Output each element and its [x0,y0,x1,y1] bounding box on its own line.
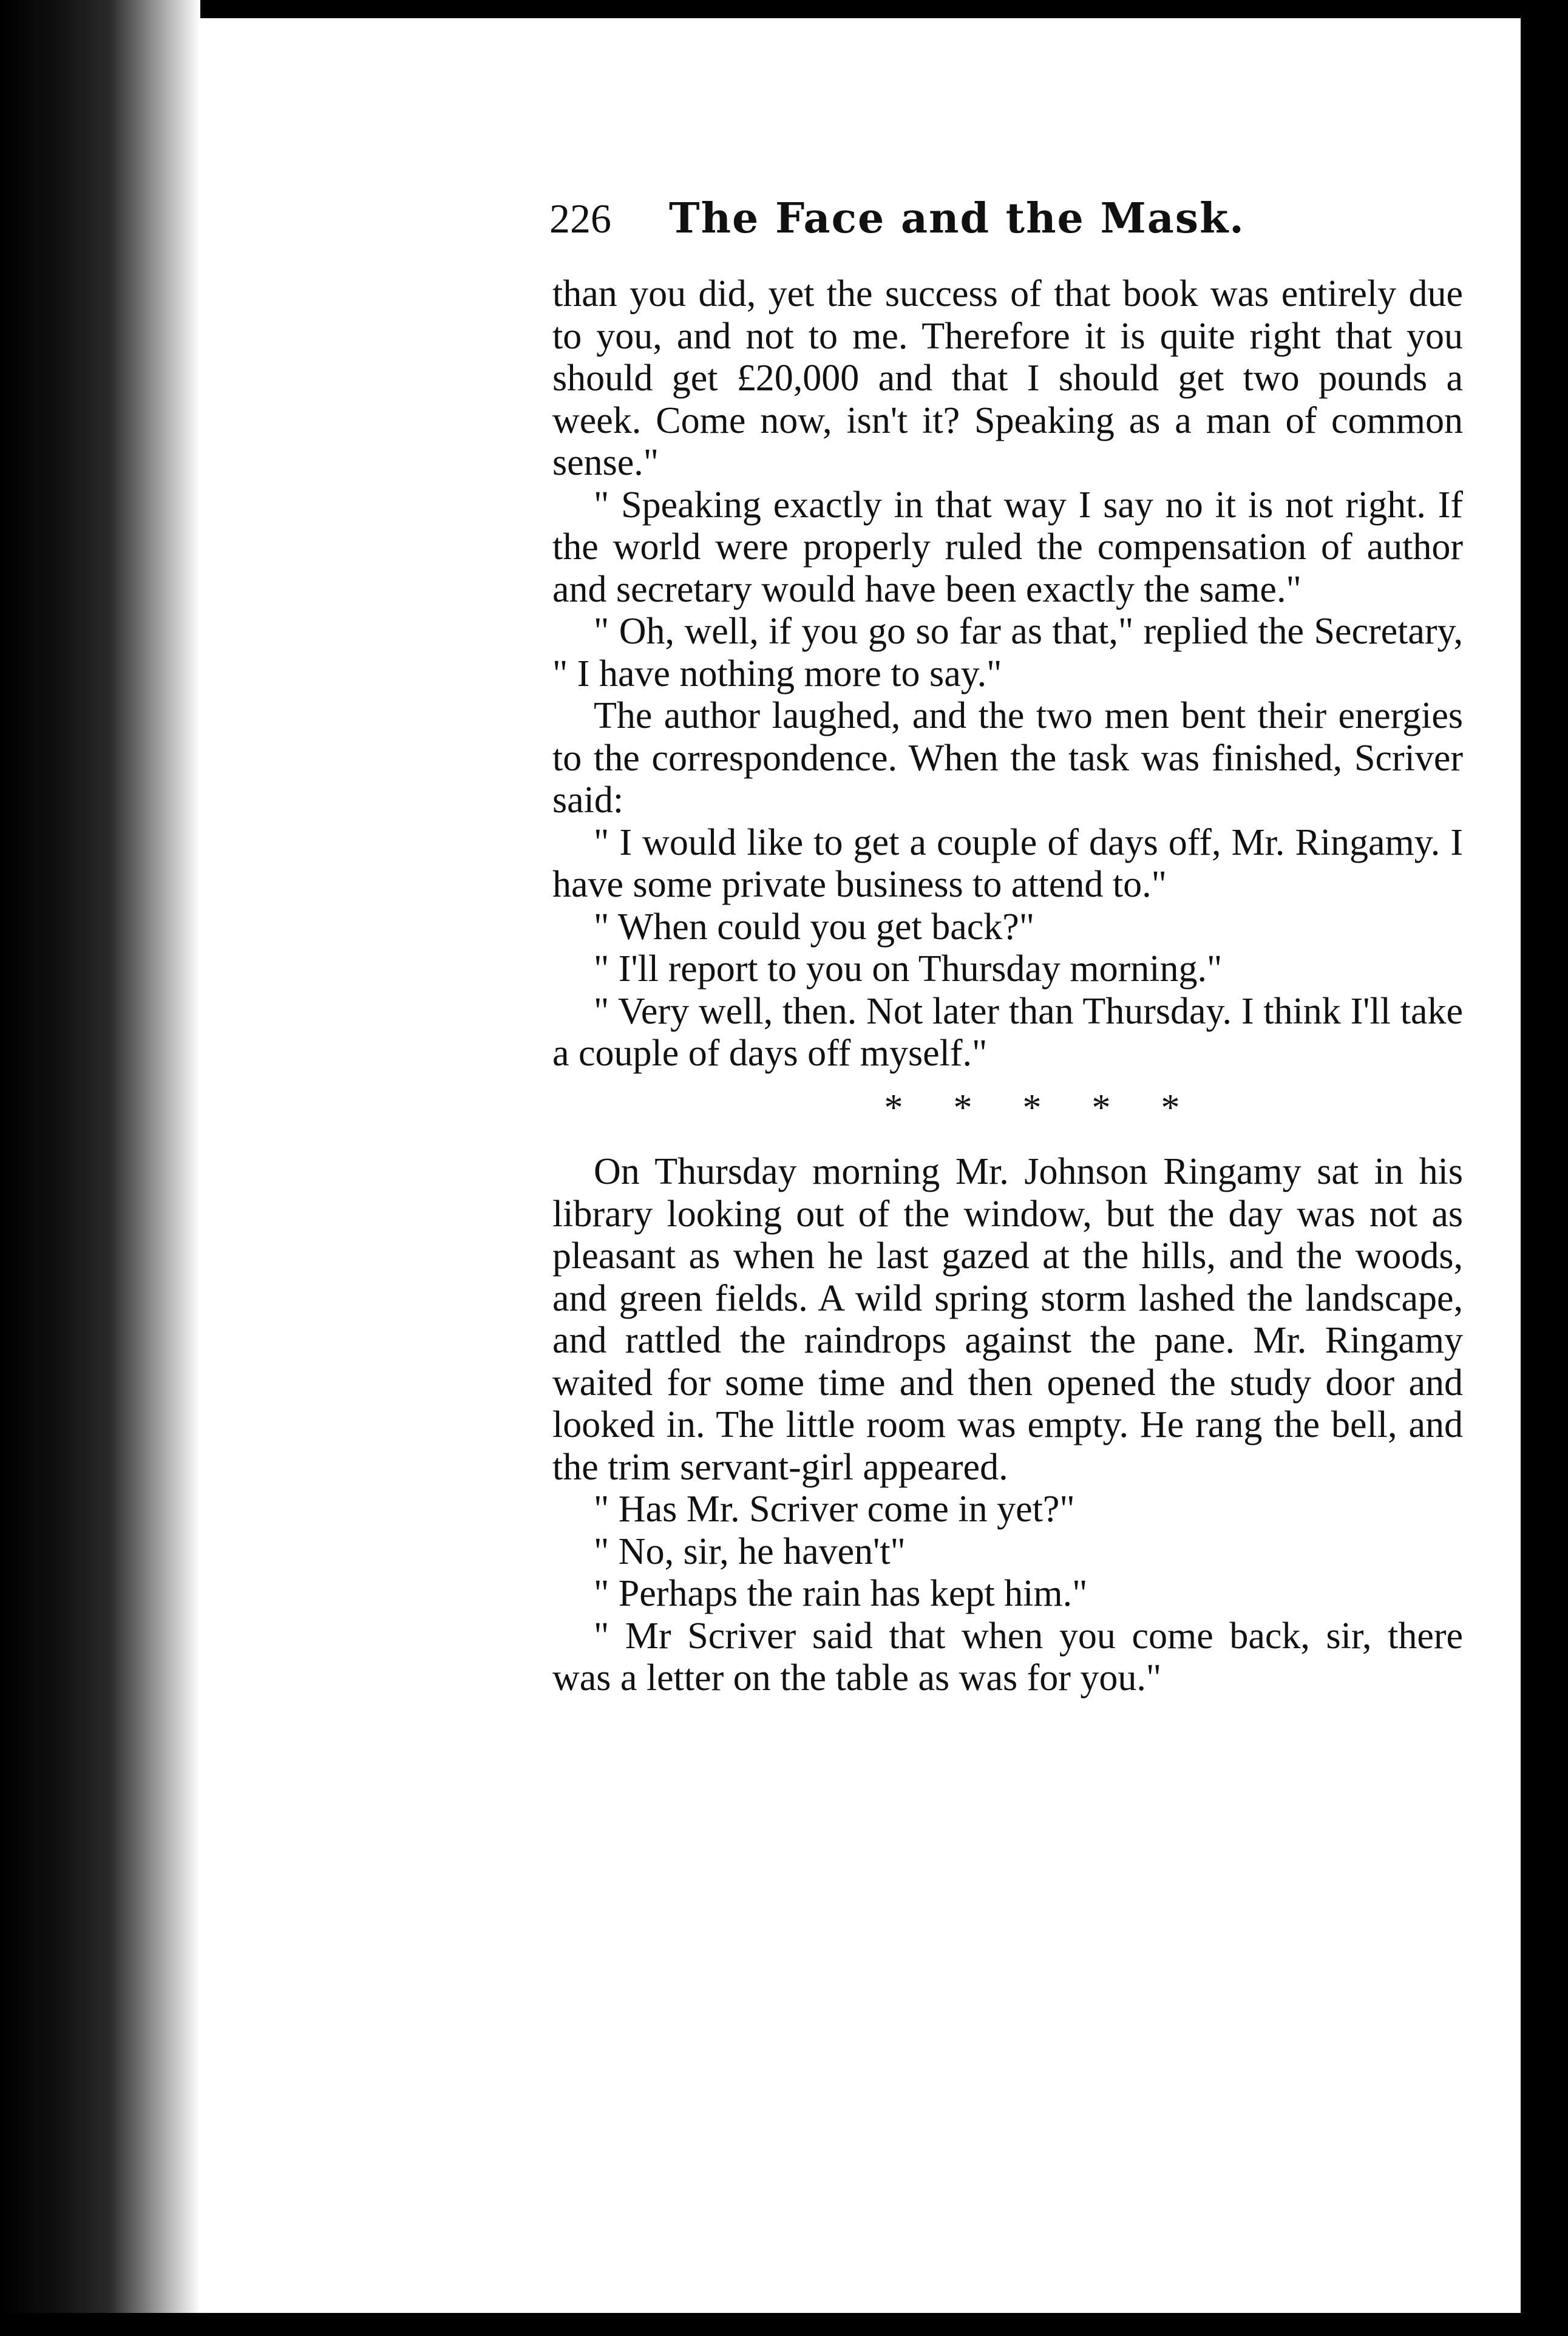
asterisk: * [884,1087,903,1129]
book-binding-edge [0,0,200,2336]
paragraph: The author laughed, and the two men bent their energies to the correspondence. When the task was finished, Scriver said: [552,695,1463,821]
paragraph: On Thursday morning Mr. Johnson Ringamy sat in his library looking out of the window, but the day was not as pleasant as when he last gazed at the hills, and the woods, and green fields. A wild spring storm lashed the landscape, and rattled the raindrops against the pane. Mr. Ringamy waited for some time and then opened the study door and looked in. The little room was empty. He rang the bell, and the trim servant-girl appeared. [552,1151,1463,1488]
scan-top-border [0,0,1568,18]
paragraph: " I'll report to you on Thursday morning." [594,948,1223,990]
paragraph: " Perhaps the rain has kept him." [594,1573,1088,1614]
scan-right-border [1521,0,1568,2336]
page-number: 226 [549,195,611,242]
paragraph: " When could you get back?" [594,906,1035,948]
paragraph: " Oh, well, if you go so far as that," replied the Secretary, " I have nothing more to say." [552,611,1463,694]
paragraph: than you did, yet the success of that book was entirely due to you, and not to me. Therefore it is quite right that you should get £20,000 and that I should get two pounds a week. Come now, isn't it? Speaking as a man of common sense." [552,273,1463,483]
text-section-one [552,273,1463,1700]
paragraph: " I would like to get a couple of days off, Mr. Ringamy. I have some private business to attend to." [552,821,1463,905]
asterisk: * [953,1087,972,1129]
paragraph: " Speaking exactly in that way I say no it is not right. If the world were properly ruled the compensation of author and secretary would have been exactly the same." [552,484,1463,610]
asterisk: * [1161,1087,1180,1129]
page-header [549,188,1460,249]
paragraph: " Has Mr. Scriver come in yet?" [594,1489,1075,1530]
paragraph: " Mr Scriver said that when you come back, sir, there was a letter on the table as was for you." [552,1615,1463,1699]
paragraph: " No, sir, he haven't" [594,1530,906,1572]
asterisk: * [1022,1087,1042,1129]
running-title: The Face and the Mask. [669,194,1245,243]
section-separator [601,1087,1463,1130]
scan-bottom-border [0,2313,1568,2336]
paragraph: " Very well, then. Not later than Thursday. I think I'll take a couple of days off myself." [552,990,1463,1074]
asterisk: * [1091,1087,1111,1129]
